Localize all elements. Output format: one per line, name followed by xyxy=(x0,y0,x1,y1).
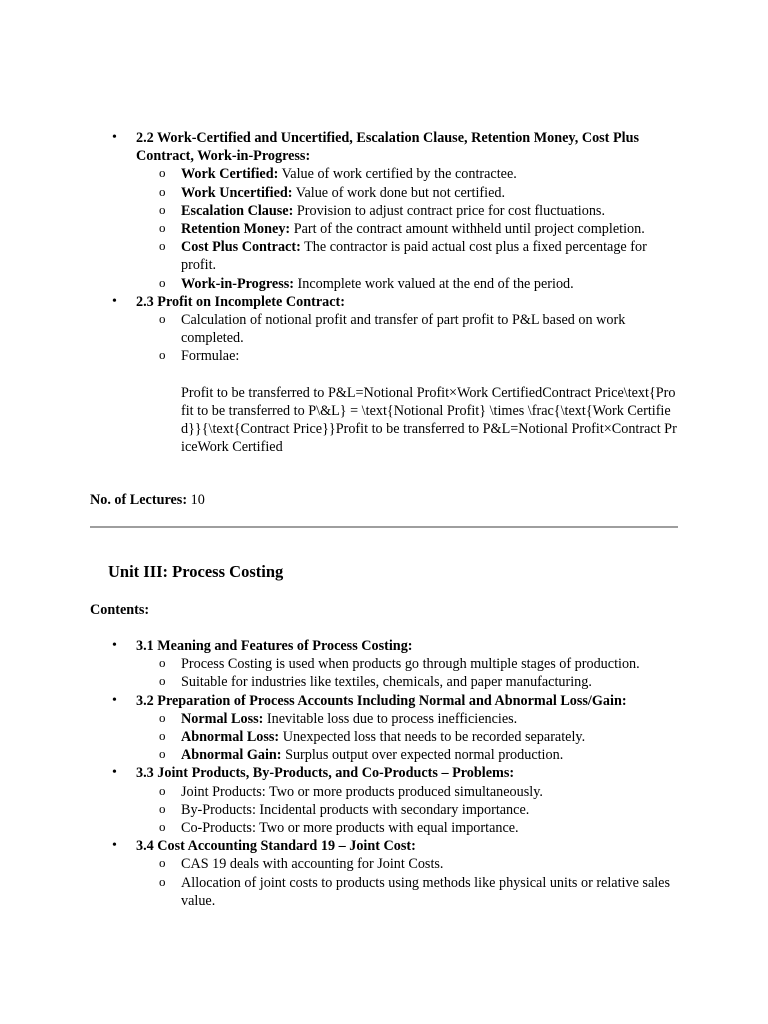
sub-item: o Allocation of joint costs to products using methods like physical units or relative sales value. xyxy=(136,874,678,910)
term-desc: Provision to adjust contract price for cost fluctuations. xyxy=(293,202,605,219)
term-desc: Value of work certified by the contractee. xyxy=(278,166,517,183)
sub-item-retention-money xyxy=(136,220,678,238)
term-desc: Surplus output over expected normal production. xyxy=(281,747,564,764)
term-label: Retention Money: xyxy=(181,221,291,238)
sublist-2-2 xyxy=(136,165,678,292)
sub-item-formulae: o Formulae: xyxy=(136,347,678,365)
heading-3-2: 3.2 Preparation of Process Accounts Including Normal and Abnormal Loss/Gain: xyxy=(136,692,627,709)
term-desc: Unexpected loss that needs to be recorded separately. xyxy=(279,729,586,746)
list-item-3-4 xyxy=(0,837,678,910)
formula-text: Profit to be transferred to P&L=Notional Profit×Work CertifiedContract Price\text{Profit to be transferred to P\&L} = \text{Notional Profit} \times \frac{\text{Work Certified}}{\text{Contract Price}}Profit to be transferred to P&L=Notional Profit×Contract PriceWork Certified xyxy=(181,384,677,456)
sublist-3-4 xyxy=(136,855,678,910)
list-item-3-3 xyxy=(0,764,678,837)
sub-item-work-certified xyxy=(136,165,678,183)
sub-item: o Process Costing is used when products go through multiple stages of production. xyxy=(136,655,678,673)
list-item-2-2 xyxy=(0,129,678,293)
sub-item: o By-Products: Incidental products with secondary importance. xyxy=(136,801,678,819)
term-desc: Incomplete work valued at the end of the period. xyxy=(293,275,574,292)
section2-list xyxy=(0,129,678,456)
term-label: Work Certified: xyxy=(181,166,279,183)
term-label: Abnormal Loss: xyxy=(181,729,280,746)
contents-label-text: Contents: xyxy=(90,602,150,618)
list-item-2-3 xyxy=(0,293,678,457)
lectures-value: 10 xyxy=(187,492,205,508)
heading-3-3: 3.3 Joint Products, By-Products, and Co-Products – Problems: xyxy=(136,765,515,782)
sublist-3-2 xyxy=(136,710,678,765)
sub-item-work-in-progress xyxy=(136,275,678,293)
term-desc: Part of the contract amount withheld until project completion. xyxy=(290,221,645,238)
heading-2-2: 2.2 Work-Certified and Uncertified, Escalation Clause, Retention Money, Cost Plus Contract, Work-in-Progress: xyxy=(136,130,639,165)
sub-item-cost-plus-contract xyxy=(136,238,678,274)
heading-2-3: 2.3 Profit on Incomplete Contract: xyxy=(136,293,345,310)
term-label: Abnormal Gain: xyxy=(181,747,282,764)
horizontal-rule xyxy=(90,526,678,528)
sub-item: o Co-Products: Two or more products with equal importance. xyxy=(136,819,678,837)
sub-item-abnormal-gain xyxy=(136,746,678,764)
sub-item-work-uncertified xyxy=(136,184,678,202)
term-label: Normal Loss: xyxy=(181,710,264,727)
lectures-line xyxy=(90,491,205,509)
sublist-3-3 xyxy=(136,783,678,838)
unit3-list xyxy=(0,637,678,910)
list-item-3-1 xyxy=(0,637,678,692)
heading-3-1: 3.1 Meaning and Features of Process Costing: xyxy=(136,638,413,654)
term-label: Work-in-Progress: xyxy=(181,275,294,292)
heading-3-4: 3.4 Cost Accounting Standard 19 – Joint Cost: xyxy=(136,838,416,855)
term-desc: Value of work done but not certified. xyxy=(292,184,506,201)
term-label: Escalation Clause: xyxy=(181,202,294,219)
sub-item-escalation-clause xyxy=(136,202,678,220)
sub-item-normal-loss xyxy=(136,710,678,728)
list-item-3-2 xyxy=(0,692,678,765)
term-label: Work Uncertified: xyxy=(181,184,293,201)
sub-item-notional-profit: o Calculation of notional profit and transfer of part profit to P&L based on work completed. xyxy=(136,311,678,347)
sub-item: o Suitable for industries like textiles, chemicals, and paper manufacturing. xyxy=(136,673,678,691)
term-label: Cost Plus Contract: xyxy=(181,239,301,256)
sub-item-abnormal-loss xyxy=(136,728,678,746)
sublist-3-1 xyxy=(136,655,678,691)
lectures-label: No. of Lectures: xyxy=(90,492,188,508)
sub-item: o CAS 19 deals with accounting for Joint Costs. xyxy=(136,855,678,873)
term-desc: Inevitable loss due to process inefficiencies. xyxy=(263,710,518,727)
sub-item: o Joint Products: Two or more products produced simultaneously. xyxy=(136,783,678,801)
term-desc: The contractor is paid actual cost plus a fixed percentage for profit. xyxy=(181,239,647,274)
contents-label xyxy=(90,601,149,619)
unit-title: Unit III: Process Costing xyxy=(108,562,284,581)
sublist-2-3 xyxy=(136,311,678,366)
